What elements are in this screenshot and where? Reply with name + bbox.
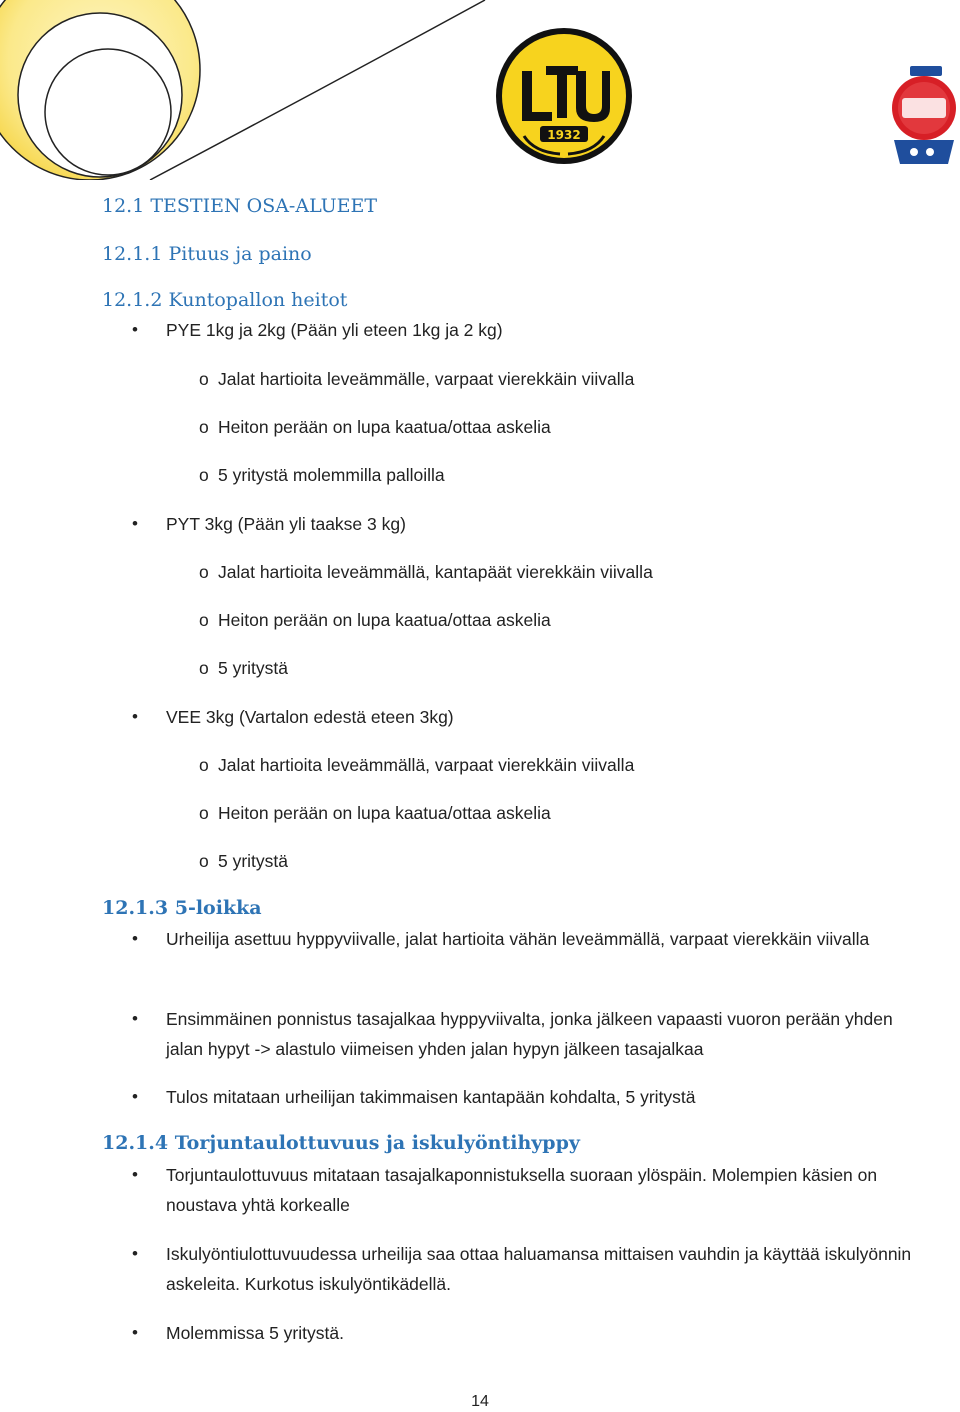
list-item-text: Tulos mitataan urheilijan takimmaisen kantapään kohdalta, 5 yritystä [166,1087,696,1107]
sub-list-item [199,605,551,635]
sub-list-item [199,653,288,683]
list-item-text: VEE 3kg (Vartalon edestä eteen 3kg) [166,707,454,727]
sub-list-item [199,557,653,587]
list-item [132,1082,922,1112]
bullet-marker: • [132,707,138,726]
sub-list-item-text: 5 yritystä [218,851,289,871]
sub-list-item [199,412,551,442]
partner-badge [888,60,960,170]
list-item-text: Molemmissa 5 yritystä. [166,1323,344,1343]
sub-list-item [199,798,551,828]
sub-list-item-text: Jalat hartioita leveämmällä, varpaat vierekkäin viivalla [218,755,635,775]
sub-list-item-text: 5 yritystä molemmilla palloilla [218,465,445,485]
list-item [132,1004,922,1064]
list-item-text: Torjuntaulottuvuus mitataan tasajalkaponnistuksella suoraan ylöspäin. Molempien käsien on noustava yhtä korkealle [166,1165,878,1215]
sub-marker: o [199,465,209,485]
sub-list-item-text: Heiton perään on lupa kaatua/ottaa askelia [218,610,551,630]
list-item-text: Iskulyöntiulottuvuudessa urheilija saa ottaa haluamansa mittaisen vauhdin ja käyttää iskulyönnin askeleita. Kurkotus iskulyöntikädellä. [166,1244,912,1294]
sub-list-item [199,750,634,780]
sub-list-item [199,364,634,394]
sub-marker: o [199,658,209,678]
bullet-marker: • [132,1009,138,1028]
logo-year: 1932 [547,128,581,142]
list-item-text: Urheilija asettuu hyppyviivalle, jalat hartioita vähän leveämmällä, varpaat vierekkäin viivalla [166,929,870,949]
list-item-text: Ensimmäinen ponnistus tasajalkaa hyppyviivalta, jonka jälkeen vapaasti vuoron perään yhden jalan hypyt -> alastulo viimeisen yhden jalan hypyn jälkeen tasajalkaa [166,1009,893,1059]
bullet-marker: • [132,929,138,948]
list-item [132,924,922,954]
sub-marker: o [199,851,209,871]
club-logo [494,26,634,166]
list-item [132,1160,922,1220]
sub-marker: o [199,755,209,775]
bullet-marker: • [132,1165,138,1184]
sub-list-item [199,460,445,490]
sub-list-item-text: Heiton perään on lupa kaatua/ottaa askelia [218,803,551,823]
bullet-marker: • [132,514,138,533]
sub-list-item-text: Jalat hartioita leveämmälle, varpaat vierekkäin viivalla [218,369,635,389]
sub-marker: o [199,610,209,630]
list-item-text: PYT 3kg (Pään yli taakse 3 kg) [166,514,406,534]
sub-marker: o [199,369,209,389]
section-heading: 12.1 TESTIEN OSA-ALUEET [102,195,378,217]
bullet-marker: • [132,1087,138,1106]
bullet-marker: • [132,1244,138,1263]
bullet-marker: • [132,1323,138,1342]
sub-list-item-text: 5 yritystä [218,658,289,678]
list-item-text: PYE 1kg ja 2kg (Pään yli eteen 1kg ja 2 kg) [166,320,503,340]
sub-list-item-text: Heiton perään on lupa kaatua/ottaa askelia [218,417,551,437]
sub-marker: o [199,562,209,582]
list-item [132,1318,922,1348]
sub-marker: o [199,803,209,823]
page-number: 14 [471,1393,489,1410]
subsection-2-heading: 12.1.2 Kuntopallon heitot [102,289,348,311]
sub-list-item [199,846,288,876]
sub-marker: o [199,417,209,437]
subsection-3-heading: 12.1.3 5-loikka [102,897,262,919]
subsection-4-heading: 12.1.4 Torjuntaulottuvuus ja iskulyöntihyppy [102,1132,580,1154]
subsection-1-heading: 12.1.1 Pituus ja paino [102,243,312,265]
header-decoration [0,0,490,180]
list-item [132,1239,922,1299]
bullet-marker: • [132,320,138,339]
sub-list-item-text: Jalat hartioita leveämmällä, kantapäät vierekkäin viivalla [218,562,653,582]
